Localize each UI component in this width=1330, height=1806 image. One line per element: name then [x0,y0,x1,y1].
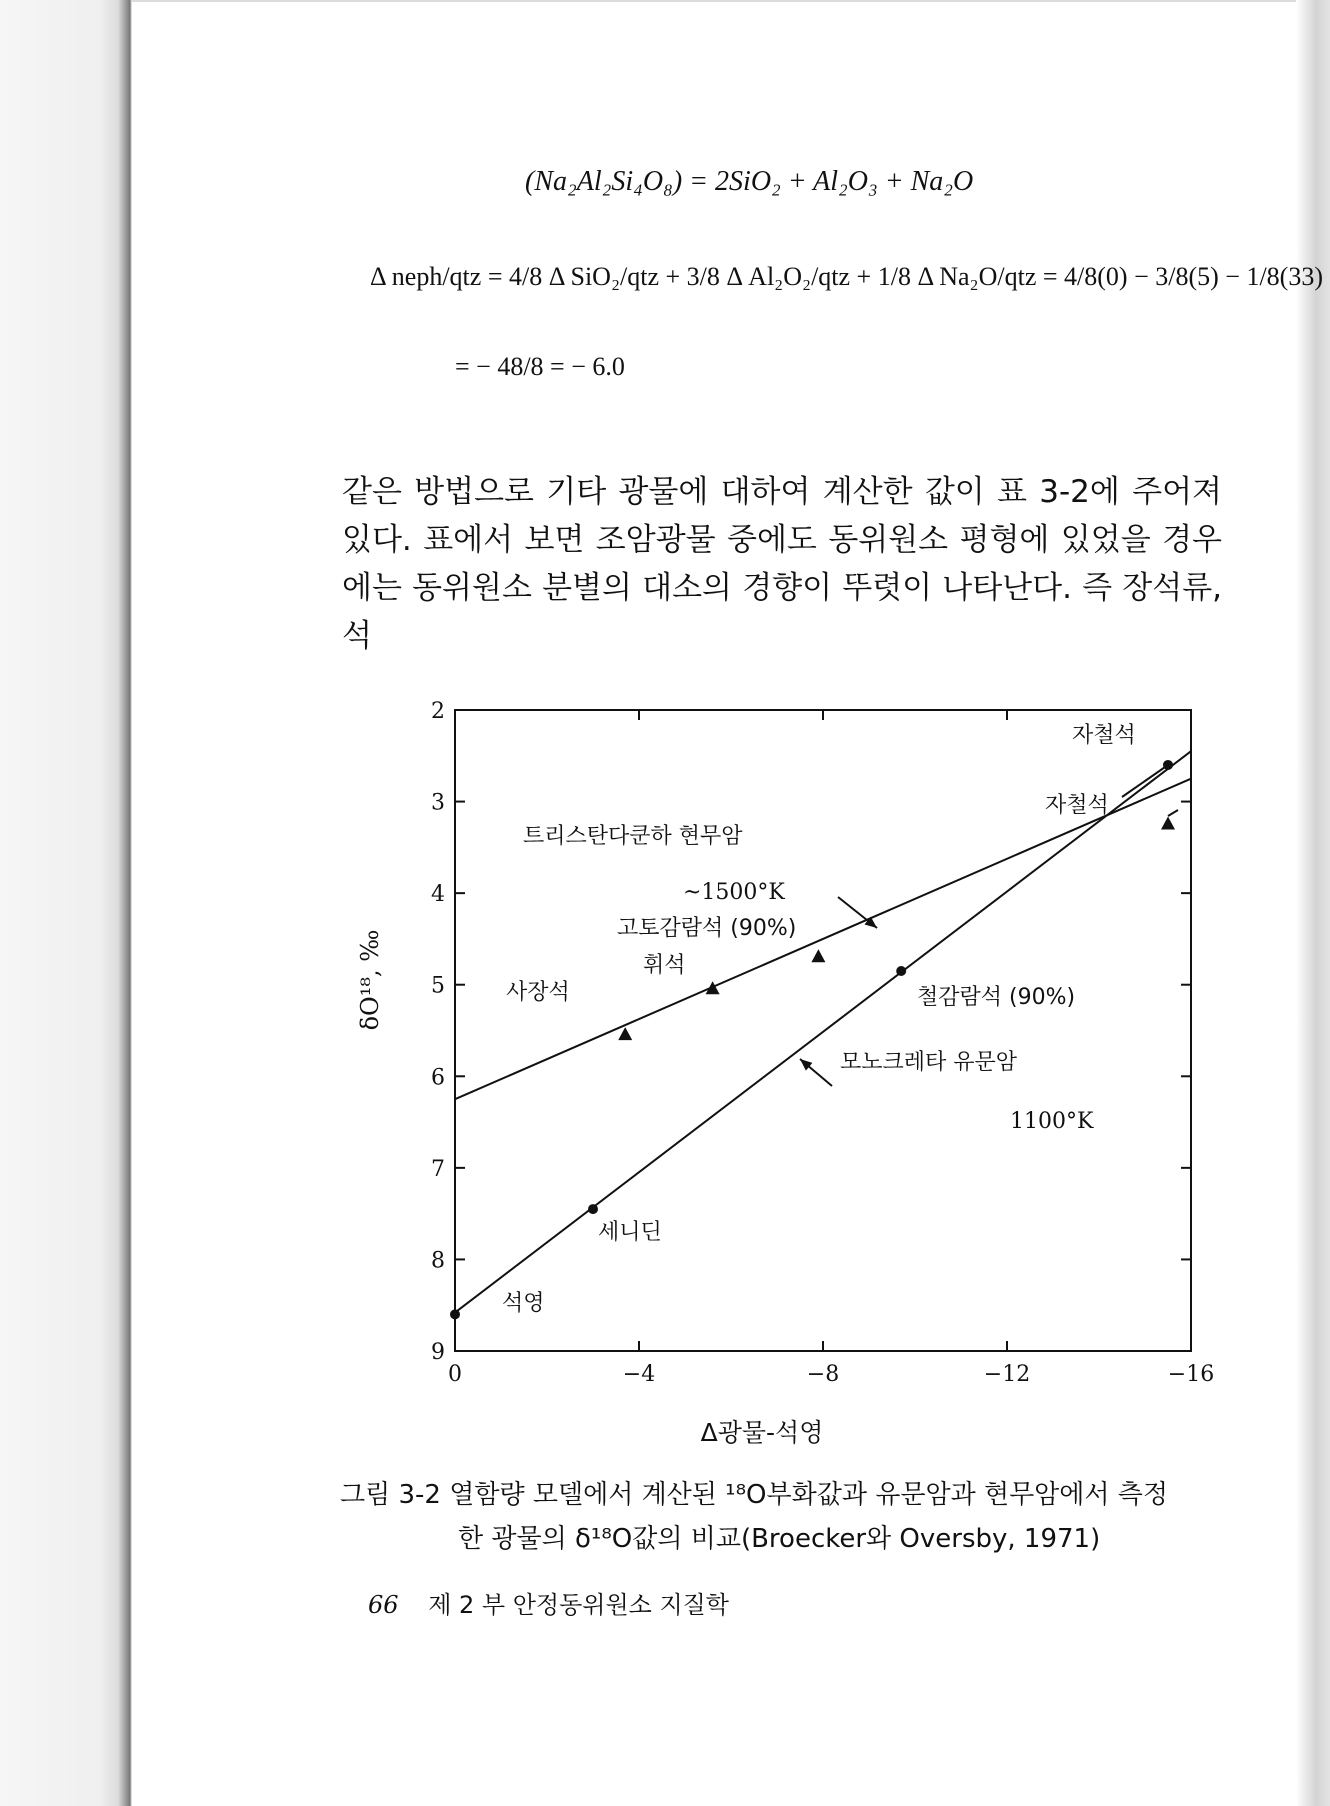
basalt-data-point [1161,816,1175,829]
x-tick-label: −16 [1167,1362,1215,1387]
x-tick-label: −4 [622,1362,656,1387]
basalt-data-point [618,1027,632,1040]
annotation-magnetite-a: 자철석 [1072,723,1136,748]
annotation-basalt: 트리스탄다쿤하 현무암 [523,824,743,849]
annotation-rhyolite: 모노크레타 유문암 [840,1050,1018,1075]
annotation-temp-high: ~1500°K [683,880,785,905]
page-footer [368,1585,729,1620]
annotation-titanaugite: 고토감람석 (90%) [617,916,797,941]
annotation-augite: 휘석 [643,953,686,978]
annotation-feldspar: 사장석 [506,980,570,1005]
magnetite-b-leader [1168,810,1178,816]
basalt-data-point [706,981,720,994]
y-tick-label: 7 [431,1156,445,1182]
y-tick-label: 5 [431,973,445,999]
annotation-arrows [800,765,1178,1086]
annotation-temp-low: 1100°K [1010,1109,1094,1134]
x-axis-label: Δ광물-석영 [700,1418,824,1447]
rhyolite-data-point [1163,760,1173,770]
y-tick-label: 6 [431,1065,445,1091]
caption-line-2: 한 광물의 δ¹⁸O값의 비교(Broecker와 Oversby, 1971) [458,1524,1101,1554]
equation-3: = − 48/8 = − 6.0 [455,352,625,381]
basalt-data-point [811,949,825,962]
figure-caption [340,1473,1220,1561]
rhyolite-data-point [450,1309,460,1319]
annotation-sanidine: 세니딘 [598,1220,662,1245]
x-tick-label: 0 [448,1362,462,1387]
x-tick-label: −12 [983,1362,1031,1387]
y-tick-label: 3 [431,790,445,816]
x-tick-label: −8 [806,1362,840,1387]
caption-line-1: 그림 3-2 열함량 모델에서 계산된 ¹⁸O부화값과 유문암과 현무암에서 측정 [340,1480,1169,1510]
y-tick-label: 9 [431,1340,445,1365]
annotation-quartz: 석영 [502,1291,545,1316]
equation-1: (Na₂Al₂Si₄O₈) = 2SiO₂ + Al₂O₃ + Na₂O [525,166,974,197]
body-paragraph: 같은 방법으로 기타 광물에 대하여 계산한 값이 표 3-2에 주어져 있다. 표에서 보면 조암광물 중에도 동위원소 평형에 있었을 경우에는 동위원소 분별의 대소의 경향이 뚜렷이 나타난다. 즉 장석류, 석 [342,474,1222,654]
page-number: 66 [368,1591,399,1619]
annotation-magnetite-b: 자철석 [1045,793,1109,818]
rhyolite-data-point [588,1204,598,1214]
annotation-fayalite: 철감람석 (90%) [917,985,1076,1010]
rhyolite-data-point [896,966,906,976]
y-tick-label: 2 [431,699,445,724]
y-tick-label: 8 [431,1248,445,1274]
equation-2: Δ neph/qtz = 4/8 Δ SiO₂/qtz + 3/8 Δ Al₂O₂/qtz + 1/8 Δ Na₂O/qtz = 4/8(0) − 3/8(5) − 1/8(33) [370,262,1323,291]
y-axis-label: δO¹⁸, ‰ [356,929,384,1031]
y-tick-label: 4 [431,882,445,908]
part-title: 제 2 부 안정동위원소 지질학 [428,1591,729,1619]
